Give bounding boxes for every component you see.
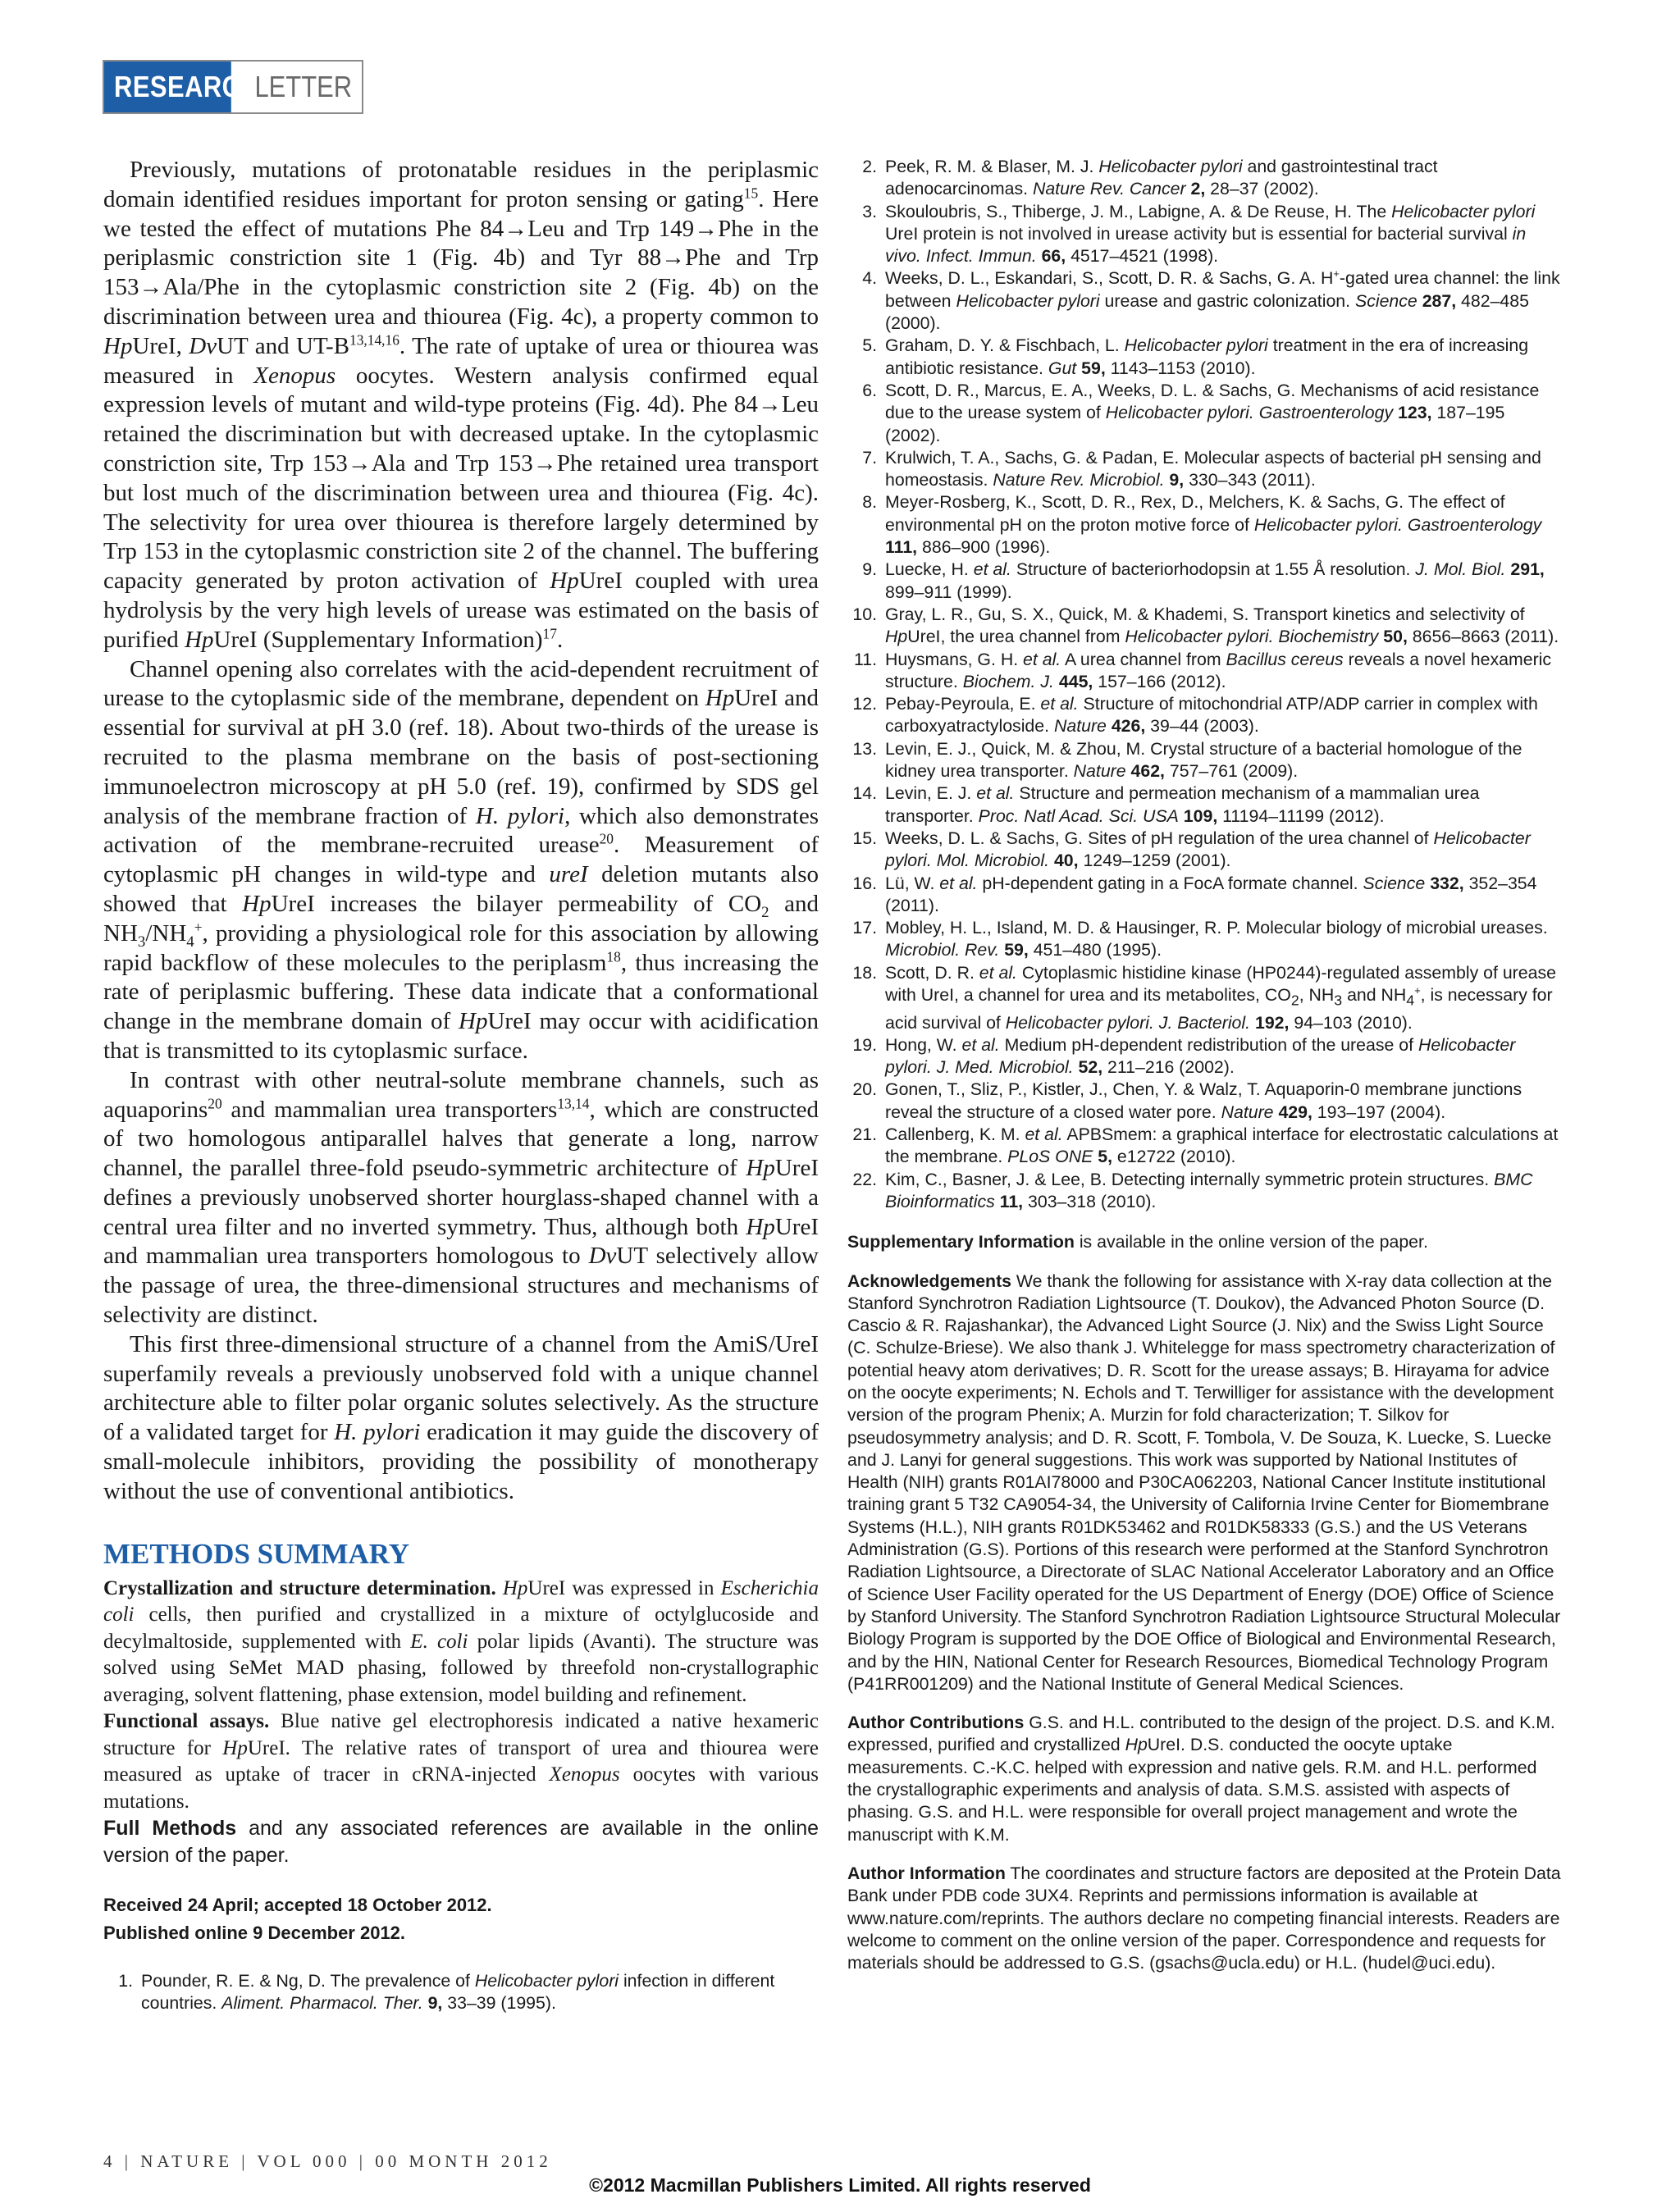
page-footer: 4 | NATURE | VOL 000 | 00 MONTH 2012 xyxy=(103,2151,552,2171)
methods-heading: METHODS SUMMARY xyxy=(103,1537,410,1570)
reference-item: 4. Weeks, D. L., Eskandari, S., Scott, D. R. & Sachs, G. A. H+-gated urea channel: the link between Helicobacter pylori urease and gastric colonization. Science 287, 482–485 (2000). xyxy=(862,267,1560,334)
reference-item: 11. Huysmans, G. H. et al. A urea channel from Bacillus cereus reveals a novel hexameric structure. Biochem. J. 445, 157–166 (2012). xyxy=(853,649,1552,691)
reference-item: 19. Hong, W. et al. Medium pH-dependent redistribution of the urease of Helicobacter pylori. J. Med. Microbiol. 52, 211–216 (2002). xyxy=(852,1034,1516,1078)
reference-item: 7. Krulwich, T. A., Sachs, G. & Padan, E. Molecular aspects of bacterial pH sensing and homeostasis. Nature Rev. Microbiol. 9, 330–343 (2011). xyxy=(862,447,1541,490)
author-contributions: Author Contributions G.S. and H.L. contributed to the design of the project. D.S. and K.M. expressed, purified and crystallized HpUreI. D.S. conducted the oocyte uptake measurements. C.-K.C. helped with expression and native gels. R.M. and H.L. performed the crystallographic experiments and analysis of data. S.M.S. assisted with aspects of phasing. G.S. and H.L. were responsible for overall project management and wrote the manuscript with K.M. xyxy=(847,1713,1555,1845)
received-date: Received 24 April; accepted 18 October 2012. xyxy=(103,1895,492,1916)
publication-dates xyxy=(103,1891,819,1947)
paragraph-channel-opening: Channel opening also correlates with the acid-dependent recruitment of urease to the cytoplasmic side of the membrane, dependent on HpUreI and essential for survival at pH 3.0 (ref. 18). About two-thirds of the urease is recruited to the plasma membrane on the basis of post-sectioning immunoelectron microscopy at pH 5.0 (ref. 19), confirmed by SDS gel analysis of the membrane fraction of H. pylori, which also demonstrates activation of the membrane-recruited urease$^{20}$. Measurement of cytoplasmic pH changes in wild-type and ureI deletion mutants also showed that HpUreI increases the bilayer permeability of $CO_2$ and $NH_3/NH_4^+$, providing a physiological role for this association by allowing rapid backflow of these molecules to the periplasm$^{18}$, thus increasing the rate of periplasmic buffering. These data indicate that a conformational change in the membrane domain of HpUreI may occur with acidification that is transmitted to its cytoplasmic surface. xyxy=(103,655,819,1064)
copyright-notice: ©2012 Macmillan Publishers Limited. All rights reserved xyxy=(589,2174,1091,2196)
reference-item: 18. Scott, D. R. et al. Cytoplasmic histidine kinase (HP0244)-regulated assembly of urease with UreI, a channel for urea and its metabolites, $CO_2$, $NH_3$ and $NH_4^+$, is necessary for acid survival of Helicobacter pylori. J. Bacteriol. 192, 94–103 (2010). xyxy=(852,962,1556,1033)
reference-item: 16. Lü, W. et al. pH-dependent gating in a FocA formate channel. Science 332, 352–354 (2011). xyxy=(852,873,1537,915)
reference-list xyxy=(847,156,1563,1213)
reference-item: 6. Scott, D. R., Marcus, E. A., Weeks, D. L. & Sachs, G. Mechanisms of acid resistance due to the urease system of Helicobacter pylori. Gastroenterology 123, 187–195 (2002). xyxy=(862,380,1540,445)
article-type-tag xyxy=(103,60,363,114)
reference-item: 17. Mobley, H. L., Island, M. D. & Hausinger, R. P. Molecular biology of microbial ureases. Microbiol. Rev. 59, 451–480 (1995). xyxy=(852,918,1548,960)
reference-item: 22. Kim, C., Basner, J. & Lee, B. Detecting internally symmetric protein structures. BMC Bioinformatics 11, 303–318 (2010). xyxy=(852,1169,1533,1211)
methods-crystallization: Crystallization and structure determination. HpUreI was expressed in Escherichia coli cells, then purified and crystallized in a mixture of octylglucoside and decylmaltoside, supplemented with E. coli polar lipids (Avanti). The structure was solved using SeMet MAD phasing, followed by threefold non-crystallographic averaging, solvent flattening, phase extension, model building and refinement. xyxy=(103,1576,819,1706)
reference-item: 3. Skouloubris, S., Thiberge, J. M., Labigne, A. & De Reuse, H. The Helicobacter pylori UreI protein is not involved in urease activity but is essential for bacterial survival in vivo. Infect. Immun. 66, 4517–4521 (1998). xyxy=(862,201,1536,267)
supplementary-information: Supplementary Information is available in the online version of the paper. xyxy=(847,1232,1428,1252)
paragraph-first-structure: This first three-dimensional structure of a channel from the AmiS/UreI superfamily reveals a previously unobserved fold with a unique channel architecture able to filter polar organic solutes selectively. As the structure of a validated target for H. pylori eradication it may guide the discovery of small-molecule inhibitors, providing the possibility of monotherapy without the use of conventional antibiotics. xyxy=(103,1330,819,1504)
section-label: RESEARCH xyxy=(104,62,231,112)
reference-item: 8. Meyer-Rosberg, K., Scott, D. R., Rex, D., Melchers, K. & Sachs, G. The effect of environmental pH on the proton motive force of Helicobacter pylori. Gastroenterology 111, 886–900 (1996). xyxy=(862,492,1542,558)
paragraph-protonatable-residues: Previously, mutations of protonatable residues in the periplasmic domain identified residues important for proton sensing or gating$^{15}$. Here we tested the effect of mutations Phe 84→Leu and Trp 149→Phe in the periplasmic constriction site 1 (Fig. 4b) and Tyr 88→Phe and Trp 153→Ala/Phe in the cytoplasmic constriction site 2 (Fig. 4b) on the discrimination between urea and thiourea (Fig. 4c), a property common to HpUreI, DvUT and $UT-B^{13,14,16}$. The rate of uptake of urea or thiourea was measured in Xenopus oocytes. Western analysis confirmed equal expression levels of mutant and wild-type proteins (Fig. 4d). Phe 84→Leu retained the discrimination but with decreased uptake. In the cytoplasmic constriction site, Trp 153→Ala and Trp 153→Phe retained urea transport but lost much of the discrimination between urea and thiourea (Fig. 4c). The selectivity for urea over thiourea is therefore largely determined by Trp 153 in the cytoplasmic constriction site 2 of the channel. The buffering capacity generated by proton activation of HpUreI coupled with urea hydrolysis by the very high levels of urease was estimated on the basis of purified HpUreI (Supplementary Information)$^{17}$. xyxy=(103,157,819,653)
reference-item: 20. Gonen, T., Sliz, P., Kistler, J., Chen, Y. & Walz, T. Aquaporin-0 membrane junctions reveal the structure of a closed water pore. Nature 429, 193–197 (2004). xyxy=(852,1079,1522,1122)
methods-functional-assays: Functional assays. Blue native gel electrophoresis indicated a native hexameric structure for HpUreI. The relative rates of transport of urea and thiourea were measured as uptake of tracer in cRNA-injected Xenopus oocytes with various mutations. xyxy=(103,1710,819,1813)
reference-item: 13. Levin, E. J., Quick, M. & Zhou, M. Crystal structure of a bacterial homologue of the kidney urea transporter. Nature 462, 757–761 (2009). xyxy=(852,738,1522,782)
left-column xyxy=(103,156,819,2015)
reference-item: 12. Pebay-Peyroula, E. et al. Structure of mitochondrial ATP/ADP carrier in complex with carboxyatractyloside. Nature 426, 39–44 (2003). xyxy=(852,694,1538,737)
reference-item: 9. Luecke, H. et al. Structure of bacteriorhodopsin at 1.55 Å resolution. J. Mol. Biol. 291, 899–911 (1999). xyxy=(862,559,1545,602)
published-date: Published online 9 December 2012. xyxy=(103,1923,406,1944)
reference-item: 15. Weeks, D. L. & Sachs, G. Sites of pH regulation of the urea channel of Helicobacter pylori. Mol. Microbiol. 40, 1249–1259 (2001). xyxy=(852,828,1531,871)
acknowledgements: Acknowledgements We thank the following for assistance with X-ray data collection at the Stanford Synchrotron Radiation Lightsource (T. Doukov), the Advanced Photon Source (D. Cascio & R. Rajashankar), the Advanced Light Source (J. Nix) and the Swiss Light Source (C. Schulze-Briese). We also thank J. Whitelegge for mass spectrometry characterization of potential heavy atom derivatives; D. R. Scott for the urease assays; B. Hirayama for advice on the oocyte experiments; N. Echols and T. Terwilliger for assistance with the development version of the program Phenix; A. Murzin for fold characterization; T. Silkov for pseudosymmetry analysis; and D. R. Scott, F. Tombola, V. De Souza, K. Luecke, S. Luecke and J. Lanyi for general suggestions. This work was supported by National Institutes of Health (NIH) grants R01AI78000 and P30CA062203, National Cancer Institute institutional training grant 5 T32 CA9054-34, the University of California Irvine Center for Biomembrane Systems (H.L.), NIH grants R01DK53462 and R01DK58333 (G.S.) and the US Veterans Administration (G.S). Portions of this research were performed at the Stanford Synchrotron Radiation Lightsource, a Directorate of SLAC National Accelerator Laboratory and an Office of Science User Facility operated for the US Department of Energy (DOE) Office of Science by Stanford University. The Stanford Synchrotron Radiation Lightsource Structural Molecular Biology Program is supported by the DOE Office of Biological and Environmental Research, and by the HIN, National Center for Research Resources, Biomedical Technology Program (P41RR001209) and the National Institute of General Medical Sciences. xyxy=(847,1271,1561,1694)
author-information: Author Information The coordinates and structure factors are deposited at the Protein Data Bank under PDB code 3UX4. Reprints and permissions information is available at www.nature.com/reprints. The authors declare no competing financial interests. Readers are welcome to comment on the online version of the paper. Correspondence and requests for materials should be addressed to G.S. (gsachs@ucla.edu) or H.L. (hudel@uci.edu). xyxy=(847,1863,1561,1973)
reference-item: 21. Callenberg, K. M. et al. APBSmem: a graphical interface for electrostatic calculations at the membrane. PLoS ONE 5, e12722 (2010). xyxy=(852,1125,1559,1167)
reference-item: 10. Gray, L. R., Gu, S. X., Quick, M. & Khademi, S. Transport kinetics and selectivity of HpUreI, the urea channel from Helicobacter pylori. Biochemistry 50, 8656–8663 (2011). xyxy=(852,604,1559,647)
article-type-label: LETTER xyxy=(254,70,353,103)
reference-item: 2. Peek, R. M. & Blaser, M. J. Helicobacter pylori and gastrointestinal tract adenocarcinomas. Nature Rev. Cancer 2, 28–37 (2002). xyxy=(862,157,1438,199)
reference-list-start xyxy=(103,1970,819,2015)
reference-item: 5. Graham, D. Y. & Fischbach, L. Helicobacter pylori treatment in the era of increasing antibiotic resistance. Gut 59, 1143–1153 (2010). xyxy=(862,335,1529,378)
paragraph-contrast-channels: In contrast with other neutral-solute membrane channels, such as aquaporins$^{20}$ and mammalian urea transporters$^{13,14}$, which are constructed of two homologous antiparallel halves that generate a long, narrow channel, the parallel three-fold pseudo-symmetric architecture of HpUreI defines a previously unobserved shorter hourglass-shaped channel with a central urea filter and no inverted symmetry. Thus, although both HpUreI and mammalian urea transporters homologous to DvUT selectively allow the passage of urea, the three-dimensional structures and mechanisms of selectivity are distinct. xyxy=(103,1066,819,1329)
methods-full-methods: Full Methods and any associated references are available in the online version of the paper. xyxy=(103,1817,819,1867)
right-column xyxy=(847,156,1563,1974)
reference-item: 14. Levin, E. J. et al. Structure and permeation mechanism of a mammalian urea transporter. Proc. Natl Acad. Sci. USA 109, 11194–11199 (2012). xyxy=(852,783,1480,826)
methods-summary xyxy=(103,1538,819,1869)
reference-item: 1. Pounder, R. E. & Ng, D. The prevalence of Helicobacter pylori infection in different countries. Aliment. Pharmacol. Ther. 9, 33–39 (1995). xyxy=(118,1971,775,2014)
